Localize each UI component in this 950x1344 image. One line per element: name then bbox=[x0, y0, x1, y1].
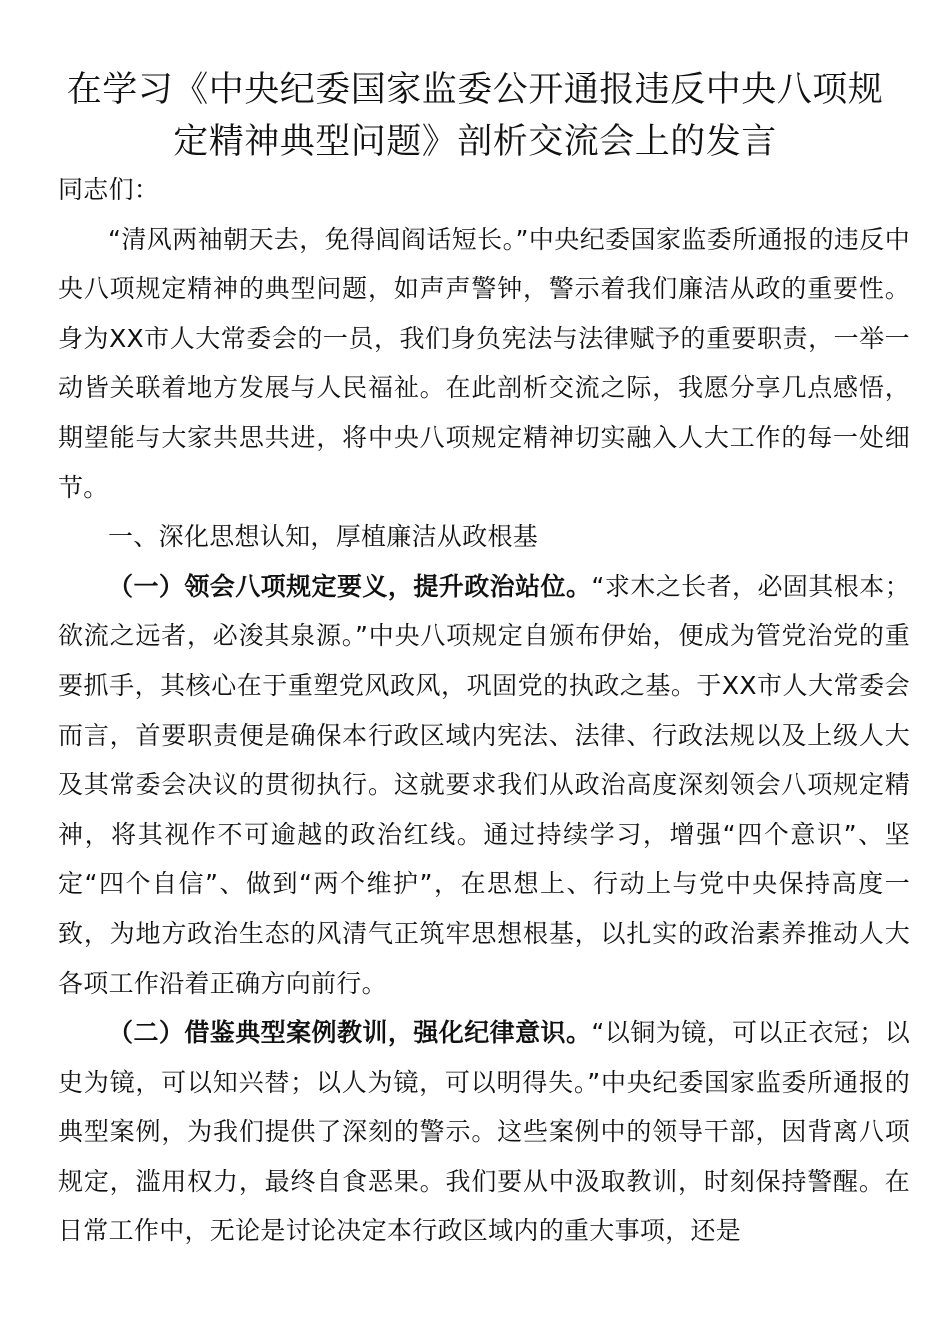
item-two-text: “以铜为镜，可以正衣冠；以史为镜，可以知兴替；以人为镜，可以明得失。”中央纪委国家监委所通报的典型案例，为我们提供了深刻的警示。这些案例中的领导干部，因背离八项规定，滥用权力，最终自食恶果。我们要从中汲取教训，时刻保持警醒。在日常工作中，无论是讨论决定本行政区域内的重大事项，还是 bbox=[58, 1018, 910, 1246]
item-one-lead: （一）领会八项规定要义，提升政治站位。 bbox=[108, 571, 592, 601]
document-body bbox=[58, 165, 910, 1256]
item-one-text: “求木之长者，必固其根本；欲流之远者，必浚其泉源。”中央八项规定自颁布伊始，便成为管党治党的重要抓手，其核心在于重塑党风政风，巩固党的执政之基。于XX市人大常委会而言，首要职责便是确保本行政区域内宪法、法律、行政法规以及上级人大及其常委会决议的贯彻执行。这就要求我们从政治高度深刻领会八项规定精神，将其视作不可逾越的政治红线。通过持续学习，增强“四个意识”、坚定“四个自信”、做到“两个维护”，在思想上、行动上与党中央保持高度一致，为地方政治生态的风清气正筑牢思想根基，以扎实的政治素养推动人大各项工作沿着正确方向前行。 bbox=[58, 571, 910, 998]
intro-paragraph: “清风两袖朝天去，免得闾阎话短长。”中央纪委国家监委所通报的违反中央八项规定精神的典型问题，如声声警钟，警示着我们廉洁从政的重要性。身为XX市人大常委会的一员，我们身负宪法与法律赋予的重要职责，一举一动皆关联着地方发展与人民福祉。在此剖析交流之际，我愿分享几点感悟，期望能与大家共思共进，将中央八项规定精神切实融入人大工作的每一处细节。 bbox=[58, 224, 910, 502]
item-two-lead: （二）借鉴典型案例教训，强化纪律意识。 bbox=[108, 1018, 592, 1048]
item-one-paragraph bbox=[58, 562, 910, 1008]
section-one-heading: 一、深化思想认知，厚植廉洁从政根基 bbox=[108, 522, 539, 552]
salutation: 同志们： bbox=[58, 175, 160, 204]
document-title: 在学习《中央纪委国家监委公开通报违反中央八项规定精神典型问题》剖析交流会上的发言 bbox=[66, 70, 884, 162]
item-two-paragraph bbox=[58, 1008, 910, 1256]
